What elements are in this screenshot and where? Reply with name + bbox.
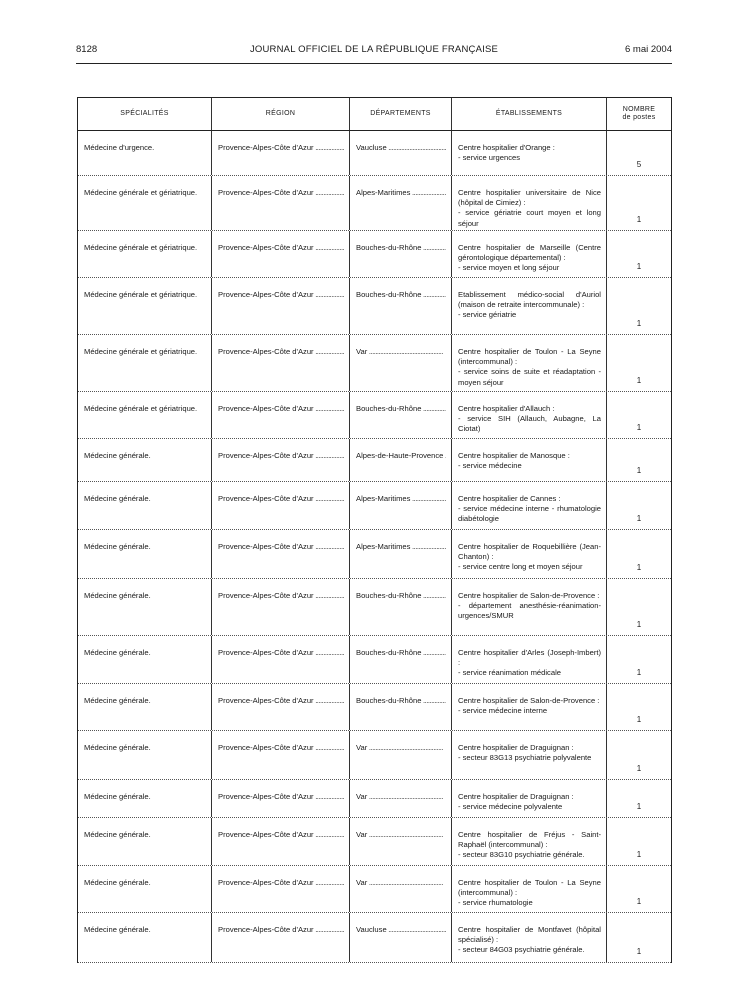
departement-leader xyxy=(356,494,446,504)
table-row xyxy=(78,439,671,482)
cell-etablissement xyxy=(452,818,607,865)
etablissement-service: - service SIH (Allauch, Aubagne, La Ciotat) xyxy=(458,414,601,434)
specialite-text: Médecine d'urgence. xyxy=(84,143,155,152)
postes-count: 1 xyxy=(636,849,642,859)
region-text: Provence-Alpes-Côte d'Azur xyxy=(218,243,314,252)
cell-etablissement xyxy=(452,482,607,529)
cell-region xyxy=(212,913,350,962)
etablissement-service: - service moyen et long séjour xyxy=(458,263,560,273)
postes-count: 1 xyxy=(636,465,642,475)
region-text: Provence-Alpes-Côte d'Azur xyxy=(218,451,314,460)
cell-etablissement xyxy=(452,684,607,730)
etablissement-title: Centre hospitalier de Draguignan : xyxy=(458,792,574,801)
cell-departement xyxy=(350,579,452,635)
cell-etablissement xyxy=(452,530,607,578)
cell-departement xyxy=(350,866,452,912)
cell-etablissement xyxy=(452,780,607,817)
etablissement-title: Centre hospitalier de Draguignan : xyxy=(458,743,574,752)
region-text: Provence-Alpes-Côte d'Azur xyxy=(218,494,314,503)
departement-leader xyxy=(356,648,446,658)
etablissement-service: - service médecine polyvalente xyxy=(458,802,563,812)
cell-departement xyxy=(350,482,452,529)
cell-postes xyxy=(607,684,671,730)
cell-postes xyxy=(607,866,671,912)
cell-etablissement xyxy=(452,231,607,277)
postes-count: 1 xyxy=(636,801,642,811)
etablissement-service: - service gériatrie xyxy=(458,310,517,320)
cell-postes xyxy=(607,231,671,277)
cell-postes xyxy=(607,913,671,962)
table-row xyxy=(78,131,671,176)
departement-leader xyxy=(356,591,446,601)
region-text: Provence-Alpes-Côte d'Azur xyxy=(218,830,314,839)
cell-specialite xyxy=(78,780,212,817)
region-leader xyxy=(218,743,344,753)
postes-table xyxy=(77,97,672,963)
page-header xyxy=(76,44,672,58)
table-row xyxy=(78,231,671,278)
etablissement-service: - service soins de suite et réadaptation - moyen séjour xyxy=(458,367,601,387)
departement-leader xyxy=(356,542,446,552)
specialite-text: Médecine générale. xyxy=(84,743,151,752)
table-row xyxy=(78,636,671,684)
cell-specialite xyxy=(78,731,212,779)
postes-count: 1 xyxy=(636,375,642,385)
col-header-nombre-label: NOMBRE xyxy=(622,106,656,113)
cell-postes xyxy=(607,731,671,779)
cell-postes xyxy=(607,131,671,175)
cell-departement xyxy=(350,231,452,277)
postes-count: 1 xyxy=(636,667,642,677)
cell-region xyxy=(212,278,350,334)
region-leader xyxy=(218,591,344,601)
cell-departement xyxy=(350,818,452,865)
etablissement-title: Centre hospitalier de Toulon - La Seyne (intercommunal) : xyxy=(458,878,601,898)
postes-count: 5 xyxy=(636,159,642,169)
cell-region xyxy=(212,530,350,578)
cell-etablissement xyxy=(452,731,607,779)
departement-text: Var xyxy=(356,347,368,356)
cell-etablissement xyxy=(452,866,607,912)
table-row xyxy=(78,335,671,392)
departement-leader xyxy=(356,451,446,461)
departement-text: Bouches-du-Rhône xyxy=(356,404,422,413)
cell-departement xyxy=(350,780,452,817)
table-row xyxy=(78,278,671,335)
etablissement-service: - secteur 84G03 psychiatrie générale. xyxy=(458,945,585,955)
cell-postes xyxy=(607,278,671,334)
table-row xyxy=(78,731,671,780)
departement-text: Var xyxy=(356,792,368,801)
table-row xyxy=(78,913,671,963)
departement-leader xyxy=(356,743,446,753)
publication-date: 6 mai 2004 xyxy=(624,44,672,55)
postes-count: 1 xyxy=(636,946,642,956)
cell-specialite xyxy=(78,278,212,334)
departement-text: Bouches-du-Rhône xyxy=(356,648,422,657)
departement-text: Alpes-Maritimes xyxy=(356,542,411,551)
region-text: Provence-Alpes-Côte d'Azur xyxy=(218,792,314,801)
specialite-text: Médecine générale. xyxy=(84,878,151,887)
cell-etablissement xyxy=(452,579,607,635)
cell-region xyxy=(212,684,350,730)
region-leader xyxy=(218,878,344,888)
specialite-text: Médecine générale. xyxy=(84,542,151,551)
cell-etablissement xyxy=(452,913,607,962)
cell-postes xyxy=(607,439,671,481)
region-leader xyxy=(218,648,344,658)
cell-specialite xyxy=(78,636,212,683)
cell-departement xyxy=(350,335,452,391)
departement-leader xyxy=(356,290,446,300)
region-leader xyxy=(218,925,344,935)
cell-postes xyxy=(607,392,671,438)
specialite-text: Médecine générale et gériatrique. xyxy=(84,290,198,299)
specialite-text: Médecine générale. xyxy=(84,451,151,460)
etablissement-service: - service réanimation médicale xyxy=(458,668,561,678)
etablissement-title: Centre hospitalier de Manosque : xyxy=(458,451,570,460)
region-text: Provence-Alpes-Côte d'Azur xyxy=(218,347,314,356)
etablissement-service: - secteur 83G13 psychiatrie polyvalente xyxy=(458,753,592,763)
region-leader xyxy=(218,792,344,802)
etablissement-service: - service médecine interne - rhumatologie diabétologie xyxy=(458,504,601,524)
cell-postes xyxy=(607,482,671,529)
departement-leader xyxy=(356,347,446,357)
cell-postes xyxy=(607,579,671,635)
cell-departement xyxy=(350,731,452,779)
region-text: Provence-Alpes-Côte d'Azur xyxy=(218,188,314,197)
postes-count: 1 xyxy=(636,896,642,906)
cell-region xyxy=(212,780,350,817)
cell-specialite xyxy=(78,913,212,962)
departement-text: Alpes-Maritimes xyxy=(356,188,411,197)
postes-count: 1 xyxy=(636,513,642,523)
etablissement-service: - service rhumatologie xyxy=(458,898,533,908)
cell-postes xyxy=(607,176,671,230)
etablissement-service: - service centre long et moyen séjour xyxy=(458,562,583,572)
departement-text: Bouches-du-Rhône xyxy=(356,290,422,299)
region-text: Provence-Alpes-Côte d'Azur xyxy=(218,743,314,752)
cell-specialite xyxy=(78,684,212,730)
region-leader xyxy=(218,347,344,357)
etablissement-title: Centre hospitalier de Cannes : xyxy=(458,494,561,503)
specialite-text: Médecine générale. xyxy=(84,696,151,705)
cell-specialite xyxy=(78,176,212,230)
etablissement-title: Etablissement médico-social d'Auriol (maison de retraite intercommunale) : xyxy=(458,290,601,310)
etablissement-service: - département anesthésie-réanimation-urgences/SMUR xyxy=(458,601,601,621)
departement-leader xyxy=(356,830,446,840)
page-number: 8128 xyxy=(76,44,98,55)
cell-postes xyxy=(607,780,671,817)
region-text: Provence-Alpes-Côte d'Azur xyxy=(218,143,314,152)
postes-count: 1 xyxy=(636,562,642,572)
cell-etablissement xyxy=(452,278,607,334)
cell-departement xyxy=(350,684,452,730)
departement-text: Bouches-du-Rhône xyxy=(356,696,422,705)
departement-text: Vaucluse xyxy=(356,143,387,152)
etablissement-service: - secteur 83G10 psychiatrie générale. xyxy=(458,850,585,860)
region-leader xyxy=(218,143,344,153)
departement-text: Var xyxy=(356,878,368,887)
specialite-text: Médecine générale. xyxy=(84,830,151,839)
region-leader xyxy=(218,290,344,300)
cell-etablissement xyxy=(452,439,607,481)
etablissement-title: Centre hospitalier de Marseille (Centre gérontologique départemental) : xyxy=(458,243,601,263)
departement-text: Bouches-du-Rhône xyxy=(356,243,422,252)
specialite-text: Médecine générale. xyxy=(84,591,151,600)
region-text: Provence-Alpes-Côte d'Azur xyxy=(218,648,314,657)
cell-specialite xyxy=(78,866,212,912)
cell-specialite xyxy=(78,392,212,438)
cell-etablissement xyxy=(452,176,607,230)
cell-specialite xyxy=(78,231,212,277)
postes-count: 1 xyxy=(636,763,642,773)
departement-text: Vaucluse xyxy=(356,925,387,934)
postes-count: 1 xyxy=(636,422,642,432)
cell-region xyxy=(212,131,350,175)
cell-specialite xyxy=(78,482,212,529)
cell-etablissement xyxy=(452,131,607,175)
col-header-nombre xyxy=(607,98,671,130)
region-text: Provence-Alpes-Côte d'Azur xyxy=(218,925,314,934)
departement-leader xyxy=(356,243,446,253)
table-row xyxy=(78,176,671,231)
region-text: Provence-Alpes-Côte d'Azur xyxy=(218,696,314,705)
cell-postes xyxy=(607,530,671,578)
cell-region xyxy=(212,636,350,683)
region-leader xyxy=(218,542,344,552)
cell-region xyxy=(212,731,350,779)
etablissement-title: Centre hospitalier de Salon-de-Provence : xyxy=(458,696,600,705)
cell-region xyxy=(212,176,350,230)
postes-count: 1 xyxy=(636,214,642,224)
cell-etablissement xyxy=(452,392,607,438)
cell-departement xyxy=(350,439,452,481)
region-text: Provence-Alpes-Côte d'Azur xyxy=(218,290,314,299)
region-leader xyxy=(218,696,344,706)
cell-region xyxy=(212,818,350,865)
col-header-etablissements: ÉTABLISSEMENTS xyxy=(452,98,607,130)
departement-text: Alpes-Maritimes xyxy=(356,494,411,503)
region-text: Provence-Alpes-Côte d'Azur xyxy=(218,591,314,600)
cell-specialite xyxy=(78,335,212,391)
cell-region xyxy=(212,392,350,438)
departement-text: Var xyxy=(356,830,368,839)
departement-leader xyxy=(356,792,446,802)
region-leader xyxy=(218,830,344,840)
departement-leader xyxy=(356,188,446,198)
cell-postes xyxy=(607,636,671,683)
specialite-text: Médecine générale et gériatrique. xyxy=(84,347,198,356)
specialite-text: Médecine générale. xyxy=(84,648,151,657)
region-leader xyxy=(218,404,344,414)
col-header-region: RÉGION xyxy=(212,98,350,130)
etablissement-title: Centre hospitalier de Salon-de-Provence : xyxy=(458,591,600,600)
table-row xyxy=(78,392,671,439)
cell-etablissement xyxy=(452,636,607,683)
postes-count: 1 xyxy=(636,619,642,629)
departement-leader xyxy=(356,404,446,414)
postes-count: 1 xyxy=(636,261,642,271)
specialite-text: Médecine générale et gériatrique. xyxy=(84,243,198,252)
cell-specialite xyxy=(78,439,212,481)
cell-departement xyxy=(350,530,452,578)
cell-specialite xyxy=(78,818,212,865)
cell-region xyxy=(212,579,350,635)
departement-leader xyxy=(356,878,446,888)
departement-leader xyxy=(356,925,446,935)
table-row xyxy=(78,866,671,913)
cell-departement xyxy=(350,131,452,175)
cell-specialite xyxy=(78,579,212,635)
specialite-text: Médecine générale. xyxy=(84,925,151,934)
etablissement-title: Centre hospitalier d'Arles (Joseph-Imbert) : xyxy=(458,648,601,668)
cell-etablissement xyxy=(452,335,607,391)
cell-specialite xyxy=(78,131,212,175)
table-row xyxy=(78,780,671,818)
departement-text: Alpes-de-Haute-Provence xyxy=(356,451,444,460)
table-header-row xyxy=(78,98,671,131)
specialite-text: Médecine générale. xyxy=(84,494,151,503)
cell-departement xyxy=(350,392,452,438)
cell-departement xyxy=(350,636,452,683)
table-row xyxy=(78,482,671,530)
cell-postes xyxy=(607,335,671,391)
etablissement-service: - service gériatrie court moyen et long séjour xyxy=(458,208,601,228)
region-text: Provence-Alpes-Côte d'Azur xyxy=(218,878,314,887)
cell-region xyxy=(212,335,350,391)
region-leader xyxy=(218,243,344,253)
col-header-specialites: SPÉCIALITÉS xyxy=(78,98,212,130)
region-leader xyxy=(218,188,344,198)
departement-leader xyxy=(356,143,446,153)
table-row xyxy=(78,579,671,636)
cell-departement xyxy=(350,913,452,962)
col-header-postes-label: de postes xyxy=(622,114,656,121)
specialite-text: Médecine générale. xyxy=(84,792,151,801)
etablissement-title: Centre hospitalier de Fréjus - Saint-Raphaël (intercommunal) : xyxy=(458,830,601,850)
etablissement-service: - service médecine interne xyxy=(458,706,548,716)
specialite-text: Médecine générale et gériatrique. xyxy=(84,404,198,413)
cell-specialite xyxy=(78,530,212,578)
region-text: Provence-Alpes-Côte d'Azur xyxy=(218,542,314,551)
etablissement-service: - service urgences xyxy=(458,153,521,163)
etablissement-title: Centre hospitalier d'Allauch : xyxy=(458,404,555,413)
etablissement-title: Centre hospitalier de Montfavet (hôpital spécialisé) : xyxy=(458,925,601,945)
table-row xyxy=(78,684,671,731)
journal-title: JOURNAL OFFICIEL DE LA RÉPUBLIQUE FRANÇAISE xyxy=(249,44,499,55)
cell-region xyxy=(212,482,350,529)
etablissement-title: Centre hospitalier universitaire de Nice (hôpital de Cimiez) : xyxy=(458,188,601,208)
etablissement-title: Centre hospitalier de Toulon - La Seyne (intercommunal) : xyxy=(458,347,601,367)
etablissement-title: Centre hospitalier de Roquebillière (Jean-Chanton) : xyxy=(458,542,601,562)
region-leader xyxy=(218,494,344,504)
cell-departement xyxy=(350,176,452,230)
col-header-departements: DÉPARTEMENTS xyxy=(350,98,452,130)
etablissement-title: Centre hospitalier d'Orange : xyxy=(458,143,555,152)
departement-text: Bouches-du-Rhône xyxy=(356,591,422,600)
table-row xyxy=(78,818,671,866)
postes-count: 1 xyxy=(636,318,642,328)
cell-region xyxy=(212,866,350,912)
cell-departement xyxy=(350,278,452,334)
table-body xyxy=(78,131,671,963)
postes-count: 1 xyxy=(636,714,642,724)
etablissement-service: - service médecine xyxy=(458,461,522,471)
cell-region xyxy=(212,439,350,481)
cell-postes xyxy=(607,818,671,865)
specialite-text: Médecine générale et gériatrique. xyxy=(84,188,198,197)
region-leader xyxy=(218,451,344,461)
departement-text: Var xyxy=(356,743,368,752)
departement-leader xyxy=(356,696,446,706)
cell-region xyxy=(212,231,350,277)
region-text: Provence-Alpes-Côte d'Azur xyxy=(218,404,314,413)
header-rule xyxy=(76,63,672,64)
table-row xyxy=(78,530,671,579)
